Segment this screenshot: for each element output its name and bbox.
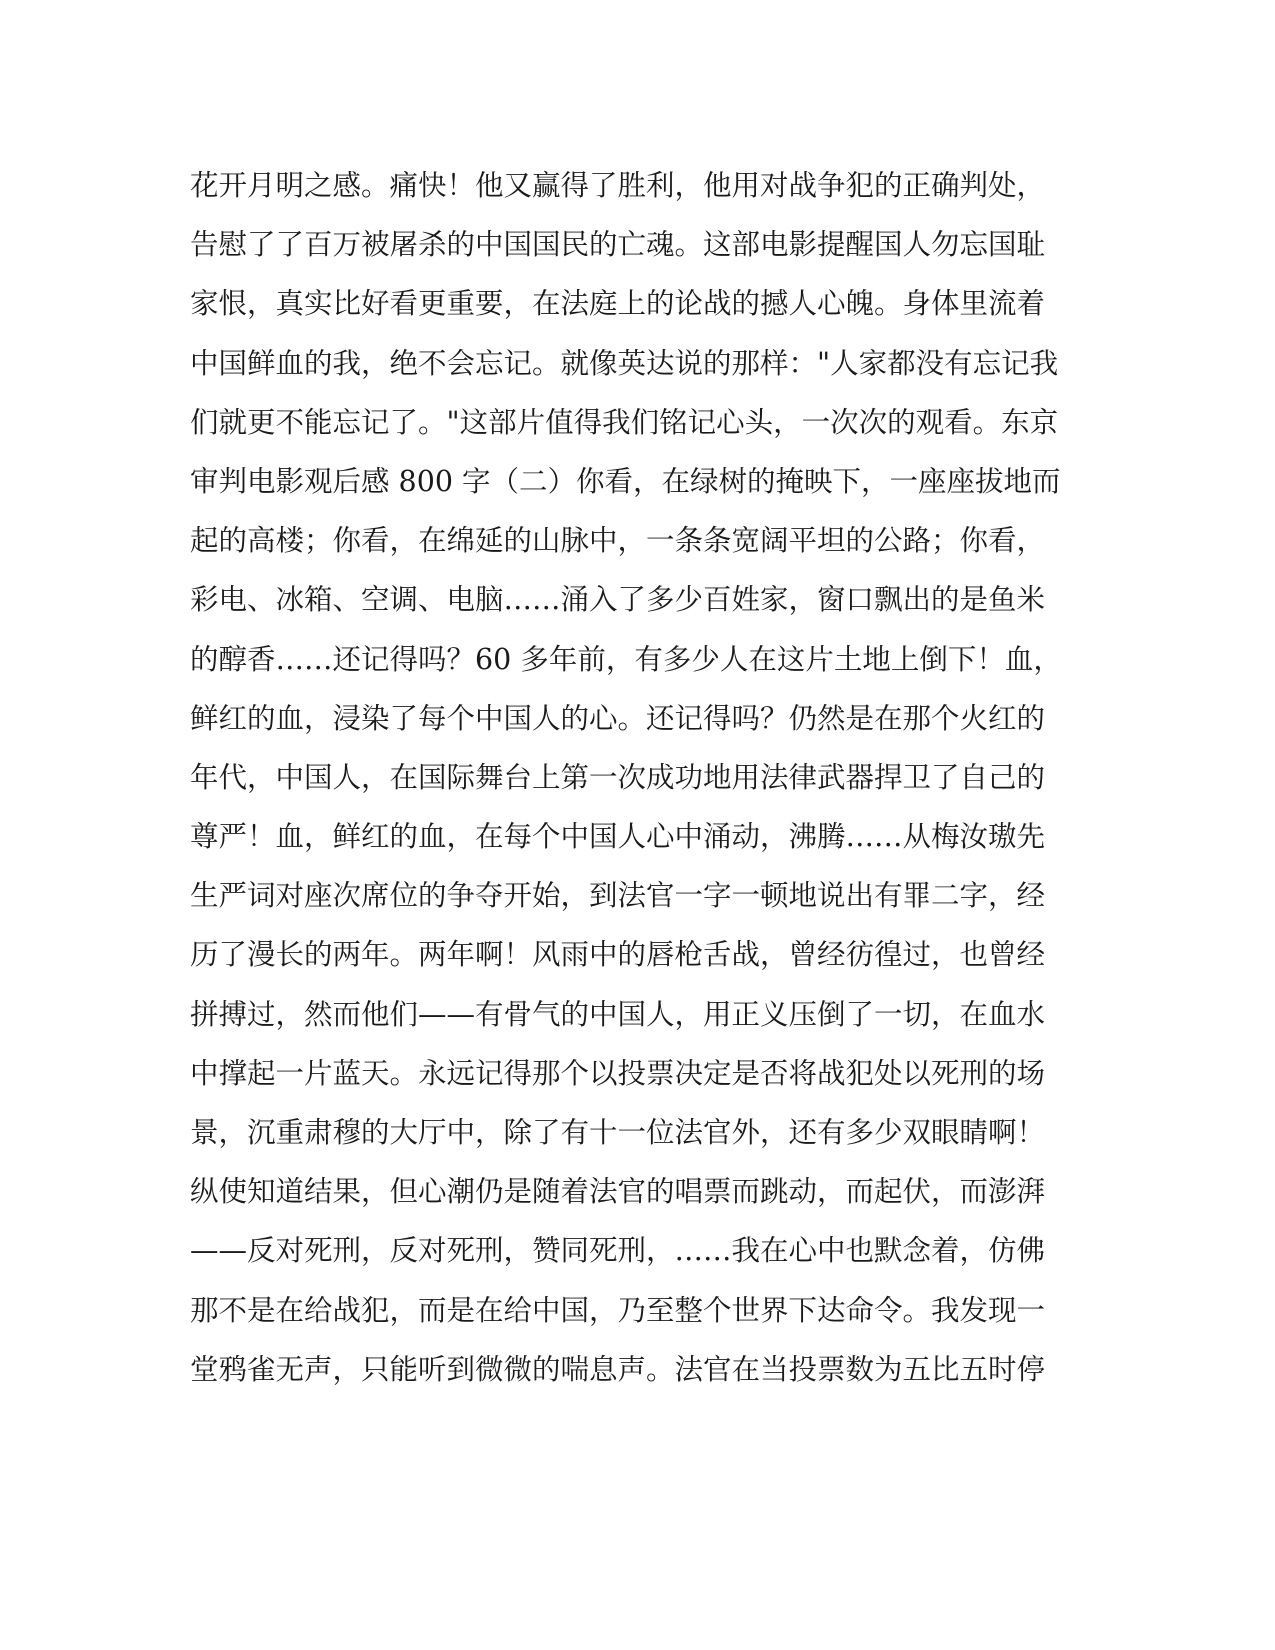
text-line: 生严词对座次席位的争夺开始，到法官一字一顿地说出有罪二字，经 (190, 879, 1046, 913)
body-text (190, 156, 1070, 1399)
text-line: 家恨，真实比好看更重要，在法庭上的论战的撼人心魄。身体里流着 (190, 287, 1046, 321)
text-line: 审判电影观后感 800 字（二）你看，在绿树的掩映下，一座座拔地而 (190, 464, 1061, 498)
text-line: 起的高楼；你看，在绵延的山脉中，一条条宽阔平坦的公路；你看， (190, 524, 1046, 558)
text-line: 拼搏过，然而他们——有骨气的中国人，用正义压倒了一切，在血水 (190, 997, 1046, 1031)
text-line: 彩电、冰箱、空调、电脑……涌入了多少百姓家，窗口飘出的是鱼米 (190, 583, 1046, 617)
text-line: 那不是在给战犯，而是在给中国，乃至整个世界下达命令。我发现一 (190, 1293, 1046, 1327)
text-line: 纵使知道结果，但心潮仍是随着法官的唱票而跳动，而起伏，而澎湃 (190, 1175, 1046, 1209)
text-line: 景，沉重肃穆的大厅中，除了有十一位法官外，还有多少双眼睛啊！ (190, 1116, 1046, 1149)
text-line: 告慰了了百万被屠杀的中国国民的亡魂。这部电影提醒国人勿忘国耻 (190, 228, 1046, 262)
text-line: ——反对死刑，反对死刑，赞同死刑，……我在心中也默念着，仿佛 (190, 1234, 1046, 1268)
text-line: 堂鸦雀无声，只能听到微微的喘息声。法官在当投票数为五比五时停 (190, 1352, 1046, 1386)
text-line: 中国鲜血的我，绝不会忘记。就像英达说的那样："人家都没有忘记我 (190, 346, 1059, 380)
text-line: 中撑起一片蓝天。永远记得那个以投票决定是否将战犯处以死刑的场 (190, 1056, 1046, 1090)
text-line: 花开月明之感。痛快！他又赢得了胜利，他用对战争犯的正确判处， (190, 169, 1046, 202)
text-line: 历了漫长的两年。两年啊！风雨中的唇枪舌战，曾经彷徨过，也曾经 (190, 938, 1046, 972)
text-line: 年代，中国人，在国际舞台上第一次成功地用法律武器捍卫了自己的 (190, 760, 1046, 794)
text-line: 尊严！血，鲜红的血，在每个中国人心中涌动，沸腾……从梅汝璈先 (190, 820, 1046, 854)
text-line: 的醇香……还记得吗？60 多年前，有多少人在这片土地上倒下！血， (190, 642, 1062, 676)
text-line: 鲜红的血，浸染了每个中国人的心。还记得吗？仍然是在那个火红的 (190, 701, 1046, 735)
text-line: 们就更不能忘记了。"这部片值得我们铭记心头，一次次的观看。东京 (190, 405, 1059, 439)
